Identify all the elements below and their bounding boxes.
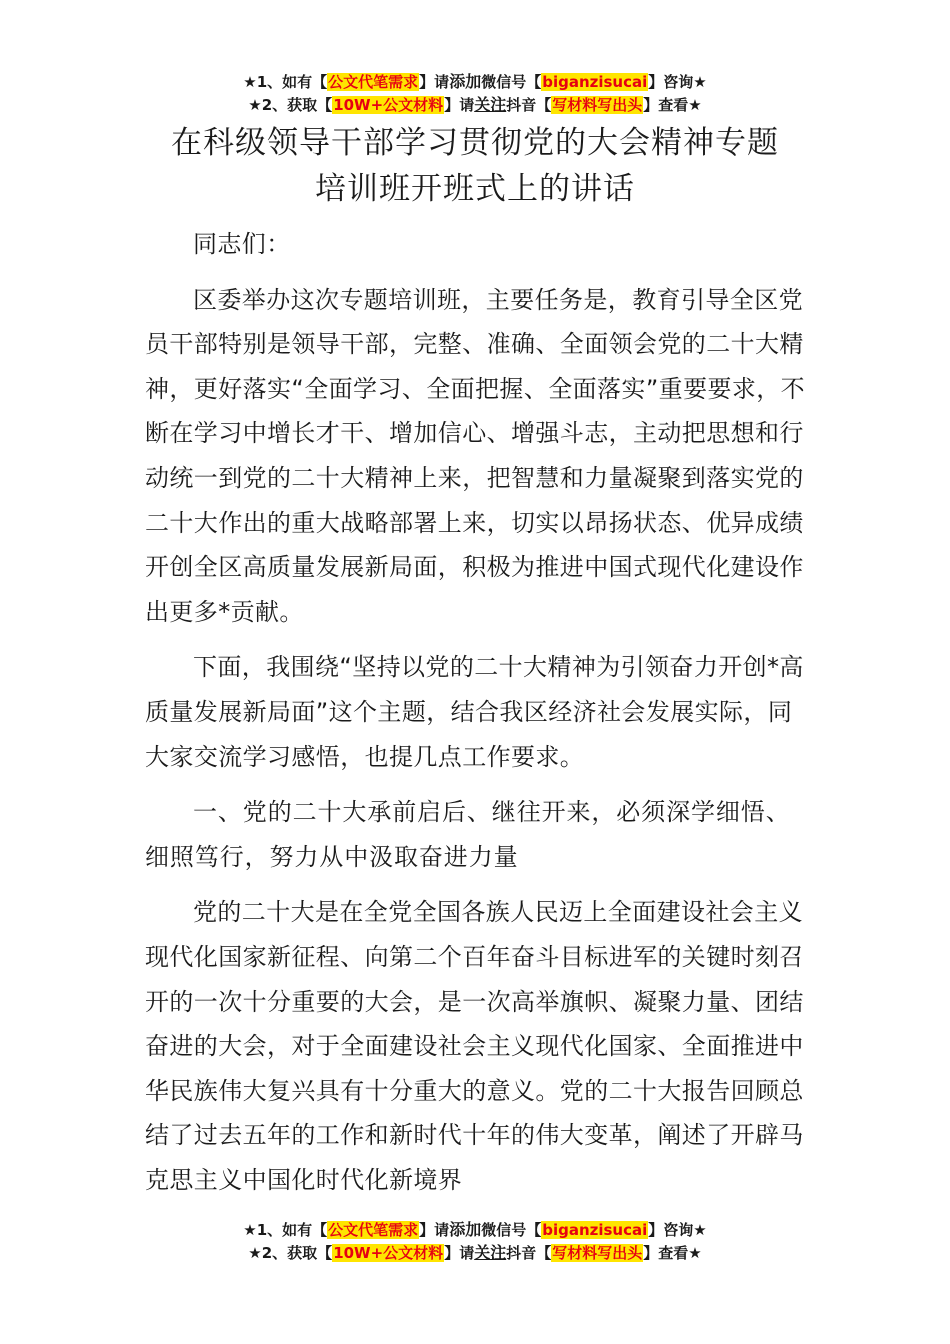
title-line-2: 培训班开班式上的讲话 (315, 171, 635, 207)
promo-wechat-id[interactable]: biganzisucai (542, 1221, 648, 1239)
document-body (145, 222, 810, 1202)
promo-banner-bottom (0, 1218, 950, 1264)
promo-line-1: ★1、如有【公文代笔需求】请添加微信号【biganzisucai】咨询★ (243, 72, 707, 91)
promo-douyin-account[interactable]: 写材料写出头 (552, 1244, 643, 1262)
paragraph: 下面，我围绕“坚持以党的二十大精神为引领奋力开创*高质量发展新局面”这个主题，结合我区经济社会发展实际，同大家交流学习感悟，也提几点工作要求。 (145, 653, 804, 771)
promo-line-1: ★1、如有【公文代笔需求】请添加微信号【biganzisucai】咨询★ (243, 1220, 707, 1239)
promo-line-2: ★2、获取【10W+公文材料】请关注抖音【写材料写出头】查看★ (248, 95, 702, 114)
promo-douyin-account[interactable]: 写材料写出头 (552, 96, 643, 114)
promo-tag-writing-service: 公文代笔需求 (328, 73, 419, 91)
title-line-1: 在科级领导干部学习贯彻党的大会精神专题 (171, 125, 779, 161)
promo-tag-writing-service: 公文代笔需求 (328, 1221, 419, 1239)
paragraph: 区委举办这次专题培训班，主要任务是，教育引导全区党员干部特别是领导干部，完整、准确、全面领会党的二十大精神，更好落实“全面学习、全面把握、全面落实”重要要求，不断在学习中增长才干、增加信心、增强斗志，主动把思想和行动统一到党的二十大精神上来，把智慧和力量凝聚到落实党的二十大作出的重大战略部署上来，切实以昂扬状态、优异成绩开创全区高质量发展新局面，积极为推进中国式现代化建设作出更多*贡献。 (145, 285, 806, 626)
promo-wechat-id[interactable]: biganzisucai (542, 73, 648, 91)
promo-line-2: ★2、获取【10W+公文材料】请关注抖音【写材料写出头】查看★ (248, 1243, 702, 1262)
document-title (0, 120, 950, 212)
promo-tag-materials: 10W+公文材料 (333, 1244, 444, 1262)
section-heading: 一、党的二十大承前启后、继往开来，必须深学细悟、细照笃行，努力从中汲取奋进力量 (145, 798, 791, 871)
promo-banner-top (0, 70, 950, 116)
paragraph: 党的二十大是在全党全国各族人民迈上全面建设社会主义现代化国家新征程、向第二个百年奋斗目标进军的关键时刻召开的一次十分重要的大会，是一次高举旗帜、凝聚力量、团结奋进的大会，对于全面建设社会主义现代化国家、全面推进中华民族伟大复兴具有十分重大的意义。党的二十大报告回顾总结了过去五年的工作和新时代十年的伟大变革，阐述了开辟马克思主义中国化时代化新境界 (145, 898, 804, 1194)
salutation: 同志们： (193, 230, 291, 258)
promo-tag-materials: 10W+公文材料 (333, 96, 444, 114)
